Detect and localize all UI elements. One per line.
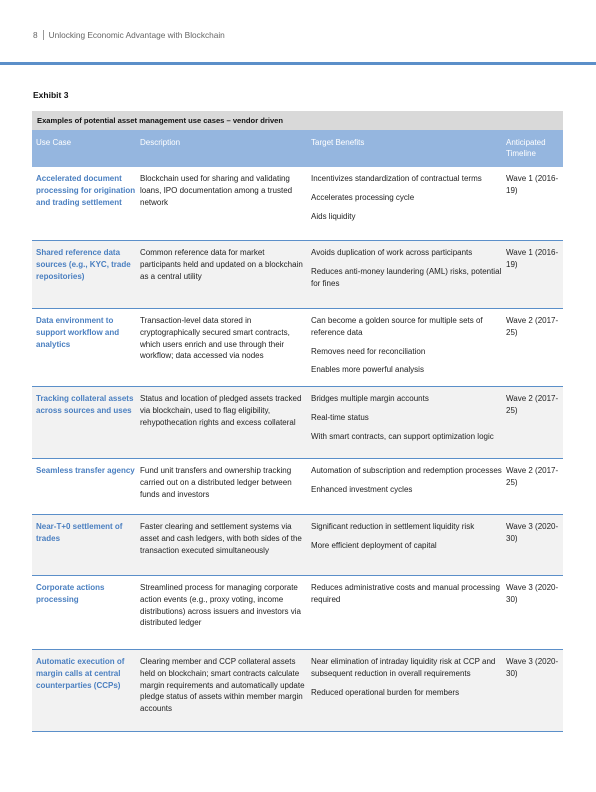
description-cell: Common reference data for market participants held and updated on a blockchain as a central utility: [140, 248, 303, 281]
table-row: [32, 576, 563, 650]
timeline-cell: Wave 3 (2020-30): [506, 583, 559, 604]
table-row: [32, 459, 563, 515]
benefit-item: Aids liquidity: [311, 211, 356, 221]
exhibit-label: Exhibit 3: [33, 90, 69, 100]
running-header: [33, 30, 225, 40]
benefits-cell: [307, 515, 502, 575]
use-case-cell: Shared reference data sources (e.g., KYC, trade repositories): [36, 248, 131, 281]
benefit-item: Reduces administrative costs and manual processing required: [311, 583, 500, 604]
timeline-cell: Wave 3 (2020-30): [506, 522, 559, 543]
timeline-cell: Wave 2 (2017-25): [506, 394, 559, 415]
description-cell: Status and location of pledged assets tracked via blockchain, used to flag eligibility, rehypothecation rights and excess collateral: [140, 394, 302, 427]
benefits-cell: [307, 387, 502, 458]
column-header-target-benefits: Target Benefits: [311, 138, 365, 147]
use-case-cell: Seamless transfer agency: [36, 466, 135, 475]
column-header-description: Description: [140, 138, 181, 147]
benefits-cell: [307, 309, 502, 386]
benefit-item: Avoids duplication of work across participants: [311, 248, 473, 257]
benefit-item: Incentivizes standardization of contractual terms: [311, 174, 482, 183]
use-case-cell: Automatic execution of margin calls at central counterparties (CCPs): [36, 657, 125, 690]
timeline-cell: Wave 2 (2017-25): [506, 466, 559, 487]
table-row: [32, 387, 563, 459]
description-cell: Streamlined process for managing corporate action events (e.g., proxy voting, income distributions) across issuers and investors via distributed ledger: [140, 583, 301, 628]
use-case-cell: Tracking collateral assets across sources and uses: [36, 394, 134, 415]
description-cell: Fund unit transfers and ownership tracking carried out on a distributed ledger between funds and investors: [140, 466, 292, 499]
table-caption: Examples of potential asset management use cases – vendor driven: [32, 111, 563, 130]
benefit-item: Real-time status: [311, 412, 369, 422]
timeline-cell: Wave 1 (2016-19): [506, 248, 559, 269]
use-case-cell: Corporate actions processing: [36, 583, 105, 604]
description-cell: Transaction-level data stored in cryptographically secured smart contracts, which users enrich and use through their workflow; data accessed via nodes: [140, 316, 290, 361]
use-case-cell: Accelerated document processing for origination and trading settlement: [36, 174, 136, 207]
benefit-item: Reduces anti-money laundering (AML) risks, potential for fines: [311, 266, 502, 288]
timeline-cell: Wave 3 (2020-30): [506, 657, 559, 678]
table-row: [32, 241, 563, 309]
column-header-use-case: Use Case: [36, 138, 72, 147]
document-title: Unlocking Economic Advantage with Blockchain: [48, 30, 225, 40]
benefit-item: Can become a golden source for multiple sets of reference data: [311, 316, 483, 337]
benefit-item: Enables more powerful analysis: [311, 365, 424, 375]
table-row: [32, 167, 563, 241]
benefits-cell: [307, 576, 502, 649]
benefit-item: Automation of subscription and redemption processes: [311, 466, 502, 475]
benefit-item: With smart contracts, can support optimization logic: [311, 431, 494, 441]
benefit-item: Near elimination of intraday liquidity risk at CCP and subsequent reduction in overall requirements: [311, 657, 496, 678]
timeline-cell: Wave 1 (2016-19): [506, 174, 559, 195]
benefit-item: Accelerates processing cycle: [311, 192, 415, 202]
table-row: [32, 309, 563, 387]
column-header-timeline: Anticipated Timeline: [506, 138, 546, 158]
table-header-row: [32, 130, 563, 167]
header-separator: [43, 30, 44, 40]
description-cell: Blockchain used for sharing and validating loans, IPO documentation among a trusted network: [140, 174, 293, 207]
benefits-cell: [307, 167, 502, 240]
benefits-cell: [307, 241, 502, 308]
benefit-item: Enhanced investment cycles: [311, 484, 413, 494]
benefit-item: Bridges multiple margin accounts: [311, 394, 429, 403]
use-case-table: [32, 111, 563, 732]
table-body: [32, 167, 563, 732]
table-row: [32, 650, 563, 732]
page-number: 8: [33, 30, 38, 40]
table-row: [32, 515, 563, 576]
benefits-cell: [307, 650, 502, 731]
timeline-cell: Wave 2 (2017-25): [506, 316, 559, 337]
benefit-item: Significant reduction in settlement liquidity risk: [311, 522, 475, 531]
use-case-cell: Data environment to support workflow and analytics: [36, 316, 120, 349]
benefit-item: More efficient deployment of capital: [311, 540, 437, 550]
benefit-item: Reduced operational burden for members: [311, 687, 460, 697]
benefits-cell: [307, 459, 502, 514]
header-rule: [0, 62, 596, 65]
use-case-cell: Near-T+0 settlement of trades: [36, 522, 123, 543]
description-cell: Clearing member and CCP collateral assets held on blockchain; smart contracts calculate margin requirements and automatically update pledge status of assets within member margin accounts: [140, 657, 305, 714]
benefit-item: Removes need for reconciliation: [311, 346, 426, 356]
description-cell: Faster clearing and settlement systems via asset and cash ledgers, with both sides of the transaction executed simultaneously: [140, 522, 302, 555]
